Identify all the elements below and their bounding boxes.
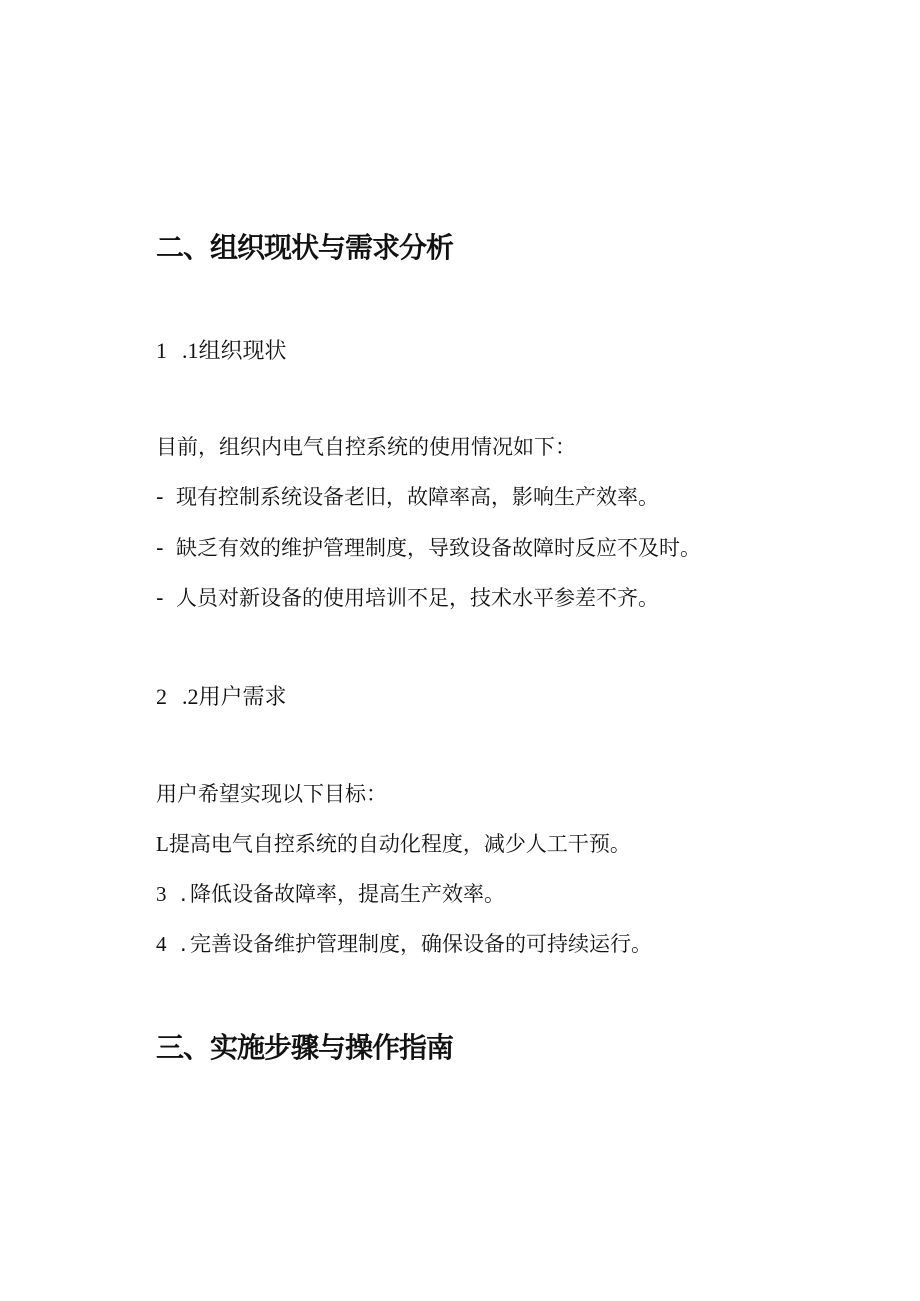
numbered-item [156, 934, 652, 955]
bullet-dash: - [156, 485, 164, 509]
subsection-separator: .1 [182, 338, 199, 363]
bullet-item [156, 538, 701, 559]
item-separator: . [180, 932, 187, 956]
item-number: L [156, 832, 169, 856]
item-text: 完善设备维护管理制度，确保设备的可持续运行。 [190, 932, 652, 956]
numbered-item [156, 884, 505, 905]
subsection-separator: .2 [182, 684, 199, 709]
item-separator: . [180, 882, 187, 906]
needs-intro-paragraph: 用户希望实现以下目标： [156, 782, 387, 806]
item-text: 降低设备故障率，提高生产效率。 [190, 882, 505, 906]
bullet-item [156, 588, 659, 609]
section-heading-3: 三、实施步骤与操作指南 [156, 1031, 454, 1064]
bullet-text: 人员对新设备的使用培训不足，技术水平参差不齐。 [176, 586, 659, 610]
bullet-text: 缺乏有效的维护管理制度，导致设备故障时反应不及时。 [176, 536, 701, 560]
bullet-item [156, 487, 659, 508]
bullet-text: 现有控制系统设备老旧，故障率高，影响生产效率。 [176, 485, 659, 509]
subsection-heading-2-1 [156, 340, 287, 363]
bullet-dash: - [156, 536, 164, 560]
item-number: 4 [156, 932, 167, 956]
intro-paragraph: 目前，组织内电气自控系统的使用情况如下： [156, 435, 576, 459]
subsection-label: 组织现状 [198, 339, 287, 364]
subsection-label: 用户需求 [198, 685, 287, 710]
subsection-number: 1 [156, 338, 167, 363]
numbered-item [156, 834, 631, 855]
item-text: 提高电气自控系统的自动化程度，减少人工干预。 [168, 832, 631, 856]
section-heading-2: 二、组织现状与需求分析 [156, 231, 454, 264]
item-number: 3 [156, 882, 167, 906]
bullet-dash: - [156, 586, 164, 610]
subsection-heading-2-2 [156, 686, 287, 709]
subsection-number: 2 [156, 684, 167, 709]
